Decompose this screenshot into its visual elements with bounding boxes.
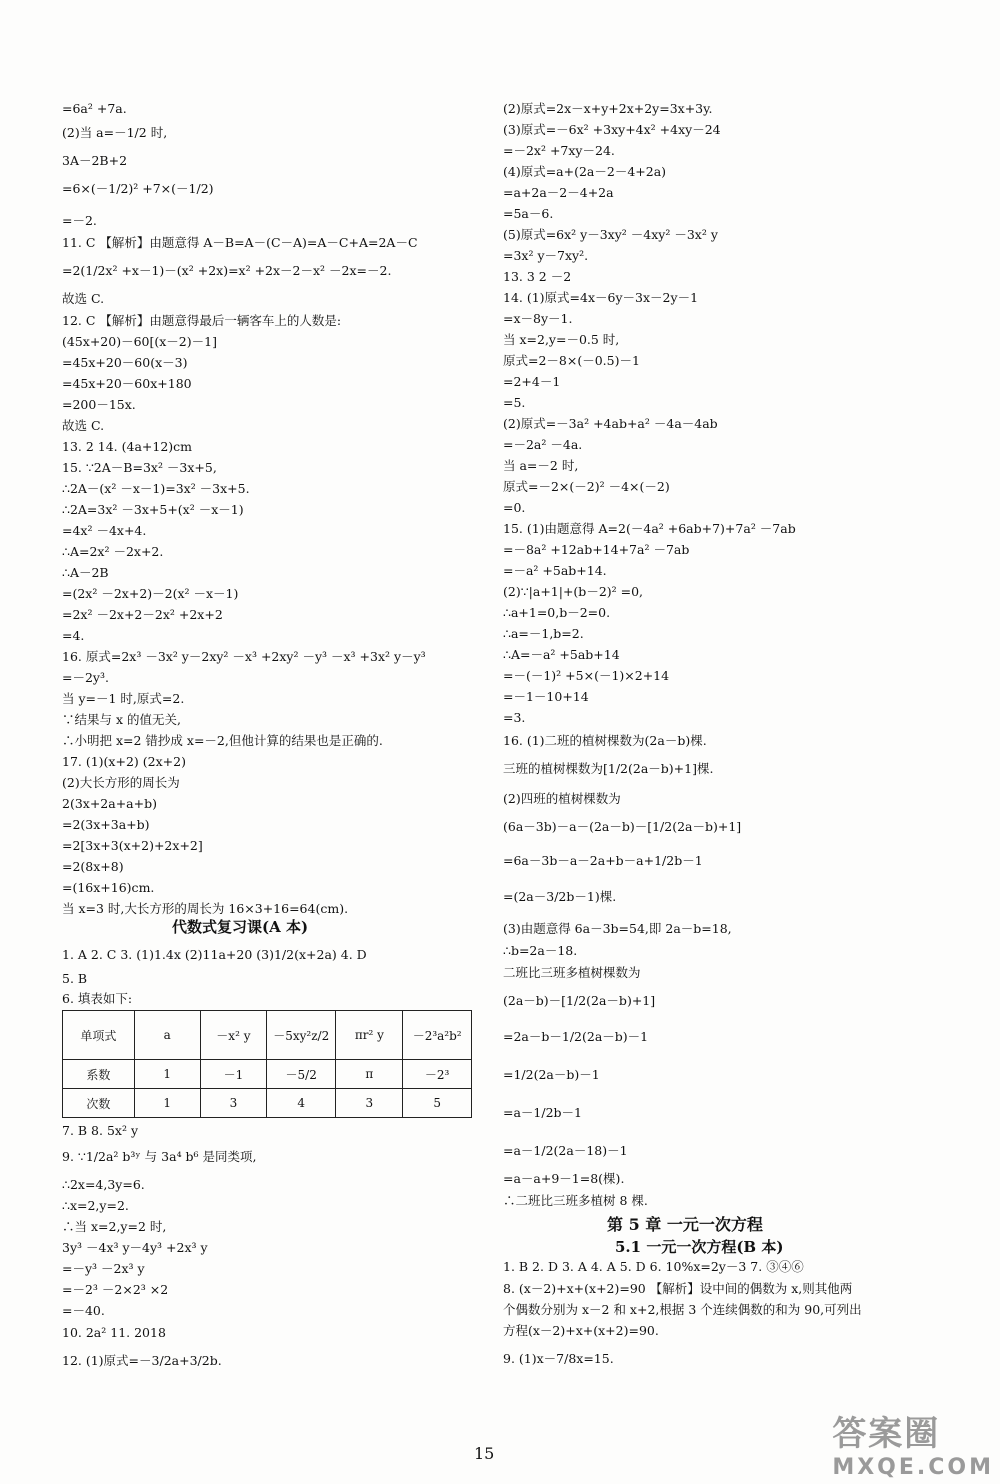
table-row [63, 1060, 472, 1089]
table-cell: 3 [336, 1089, 403, 1118]
answer-line: 5. B [62, 971, 88, 986]
table-cell: a [134, 1011, 200, 1060]
answer-line: 原式=－2×(－2)² －4×(－2) [503, 479, 670, 494]
answer-line: =－8a² +12ab+14+7a² －7ab [503, 542, 690, 557]
table-row [63, 1089, 472, 1118]
answer-line: =(2x² －2x+2)－2(x² －x－1) [62, 586, 239, 601]
answer-line: =－2. [62, 213, 97, 228]
table-cell: π [336, 1060, 403, 1089]
answer-line: 故选 C. [62, 291, 105, 306]
answer-line: =－a² +5ab+14. [503, 563, 607, 578]
answer-line: ∴2x=4,3y=6. [62, 1177, 145, 1192]
answer-line: =a－1/2(2a－18)－1 [503, 1143, 628, 1158]
answer-line: 14. (1)原式=4x－6y－3x－2y－1 [503, 290, 699, 305]
answer-line: =2x² －2x+2－2x² +2x+2 [62, 607, 223, 622]
answer-line: ∴2A=3x² －3x+5+(x² －x－1) [62, 502, 244, 517]
watermark-text: 答案圈 [832, 1414, 941, 1454]
answer-line: 10. 2a² 11. 2018 [62, 1325, 166, 1340]
answer-line: 二班比三班多植树棵数为 [503, 965, 641, 980]
answer-line: 9. ∵1/2a² b³ʸ 与 3a⁴ b⁶ 是同类项, [62, 1149, 257, 1164]
answer-line: =－1－10+14 [503, 689, 589, 704]
answer-line: =3x² y－7xy². [503, 248, 589, 263]
answer-line: (4)原式=a+(2a－2－4+2a) [503, 164, 667, 179]
answer-line: 当 x=2,y=－0.5 时, [503, 332, 620, 347]
table-cell: －x² y [200, 1011, 266, 1060]
answer-line: 13. 3 2 －2 [503, 269, 572, 284]
answer-line: ∴x=2,y=2. [62, 1198, 129, 1213]
answer-line: 7. B 8. 5x² y [62, 1123, 139, 1138]
answer-line: 9. (1)x－7/8x=15. [503, 1351, 614, 1366]
section-heading: 代数式复习课(A 本) [172, 918, 309, 936]
answer-line: =2[3x+3(x+2)+2x+2] [62, 838, 203, 853]
answer-line: 1. B 2. D 3. A 4. A 5. D 6. 10%x=2y－3 7. ③④⑥ [503, 1259, 804, 1274]
answer-line: (2)原式=2x－x+y+2x+2y=3x+3y. [503, 101, 713, 116]
answer-line: ∴当 x=2,y=2 时, [62, 1219, 167, 1234]
table-cell: 1 [134, 1089, 200, 1118]
answer-line: =2a－b－1/2(2a－b)－1 [503, 1029, 649, 1044]
table-cell: 1 [134, 1060, 200, 1089]
answer-line: ∴A=－a² +5ab+14 [503, 647, 620, 662]
answer-line: (2)原式=－3a² +4ab+a² －4a－4ab [503, 416, 718, 431]
answer-line: (2)当 a=－1/2 时, [62, 125, 168, 140]
watermark-logo [832, 1406, 994, 1480]
table-cell: －1 [200, 1060, 266, 1089]
answer-line: (3)原式=－6x² +3xy+4x² +4xy－24 [503, 122, 721, 137]
answer-line: =3. [503, 710, 526, 725]
answer-line: ∴b=2a－18. [503, 943, 578, 958]
answer-line: =(16x+16)cm. [62, 880, 155, 895]
table-cell: 系数 [63, 1060, 135, 1089]
answer-line: =6a² +7a. [62, 101, 127, 116]
watermark-url: MXQE.COM [832, 1455, 994, 1480]
answer-line: 13. 2 14. (4a+12)cm [62, 439, 193, 454]
table-cell: πr² y [336, 1011, 403, 1060]
answer-line: 16. 原式=2x³ －3x² y－2xy² －x³ +2xy² －y³ －x³ +3x² y－y³ [62, 649, 426, 664]
table-cell: 5 [403, 1089, 472, 1118]
answer-line: (5)原式=6x² y－3xy² －4xy² －3x² y [503, 227, 718, 242]
answer-line: (2a－b)－[1/2(2a－b)+1] [503, 993, 656, 1008]
table-cell: 4 [267, 1089, 336, 1118]
section-heading: 第 5 章 一元一次方程 [607, 1215, 763, 1234]
answer-line: ∴a=－1,b=2. [503, 626, 584, 641]
answer-line: ∴二班比三班多植树 8 棵. [503, 1193, 648, 1208]
answer-line: ∵结果与 x 的值无关, [62, 712, 181, 727]
answer-line: 2(3x+2a+a+b) [62, 796, 157, 811]
answer-line: ∴a+1=0,b－2=0. [503, 605, 611, 620]
answer-line: =4x² －4x+4. [62, 523, 147, 538]
answer-line: =－2³ －2×2³ ×2 [62, 1282, 169, 1297]
answer-line: =2+4－1 [503, 374, 561, 389]
answer-line: (2)∵|a+1|+(b－2)² =0, [503, 584, 644, 599]
table-cell: －5xy²z/2 [267, 1011, 336, 1060]
monomial-table [62, 1010, 472, 1118]
answer-line: 6. 填表如下: [62, 991, 133, 1006]
answer-line: =2(1/2x² +x－1)－(x² +2x)=x² +2x－2－x² －2x=－2. [62, 263, 392, 278]
answer-line: =－y³ －2x³ y [62, 1261, 145, 1276]
answer-line: (3)由题意得 6a－3b=54,即 2a－b=18, [503, 921, 732, 936]
answer-line: 当 x=3 时,大长方形的周长为 16×3+16=64(cm). [62, 901, 349, 916]
answer-line: =4. [62, 628, 85, 643]
answer-line: ∴2A－(x² －x－1)=3x² －3x+5. [62, 481, 250, 496]
answer-line: =a－a+9－1=8(棵). [503, 1171, 625, 1186]
answer-line: ∴A－2B [62, 565, 109, 580]
answer-line: 原式=2－8×(－0.5)－1 [503, 353, 640, 368]
answer-line: =1/2(2a－b)－1 [503, 1067, 600, 1082]
answer-line: =5a－6. [503, 206, 554, 221]
answer-line: =45x+20－60x+180 [62, 376, 192, 391]
table-cell: －2³ [403, 1060, 472, 1089]
answer-line: (2)四班的植树棵数为 [503, 791, 621, 806]
table-cell: －2³a²b² [403, 1011, 472, 1060]
answer-line: =－2a² －4a. [503, 437, 583, 452]
answer-line: 个偶数分别为 x－2 和 x+2,根据 3 个连续偶数的和为 90,可列出 [503, 1302, 862, 1317]
answer-line: 15. (1)由题意得 A=2(－4a² +6ab+7)+7a² －7ab [503, 521, 796, 536]
answer-line: (2)大长方形的周长为 [62, 775, 180, 790]
answer-line: 12. (1)原式=－3/2a+3/2b. [62, 1353, 222, 1368]
answer-line: 1. A 2. C 3. (1)1.4x (2)11a+20 (3)1/2(x+2a) 4. D [62, 947, 367, 962]
answer-line: =a+2a－2－4+2a [503, 185, 614, 200]
answer-line: =－2y³. [62, 670, 109, 685]
table-row [63, 1011, 472, 1060]
answer-line: 当 y=－1 时,原式=2. [62, 691, 185, 706]
answer-line: =6×(－1/2)² +7×(－1/2) [62, 181, 214, 196]
answer-line: =2(8x+8) [62, 859, 124, 874]
answer-line: 11. C 【解析】由题意得 A－B=A－(C－A)=A－C+A=2A－C [62, 235, 418, 250]
answer-line: 17. (1)(x+2) (2x+2) [62, 754, 186, 769]
answer-line: 当 a=－2 时, [503, 458, 579, 473]
answer-line: 三班的植树棵数为[1/2(2a－b)+1]棵. [503, 761, 714, 776]
answer-line: 16. (1)二班的植树棵数为(2a－b)棵. [503, 733, 707, 748]
answer-line: (45x+20)－60[(x－2)－1] [62, 334, 217, 349]
answer-line: ∴A=2x² －2x+2. [62, 544, 164, 559]
answer-line: =x－8y－1. [503, 311, 573, 326]
answer-line: =200－15x. [62, 397, 136, 412]
table-cell: 3 [200, 1089, 266, 1118]
answer-line: =(2a－3/2b－1)棵. [503, 889, 617, 904]
answer-line: 15. ∵2A－B=3x² －3x+5, [62, 460, 217, 475]
answer-line: 3A－2B+2 [62, 153, 128, 168]
answer-line: 3y³ －4x³ y－4y³ +2x³ y [62, 1240, 208, 1255]
table-cell: 单项式 [63, 1011, 135, 1060]
answer-line: 12. C 【解析】由题意得最后一辆客车上的人数是: [62, 313, 342, 328]
table-cell: 次数 [63, 1089, 135, 1118]
answer-line: =a－1/2b－1 [503, 1105, 582, 1120]
answer-line: ∴小明把 x=2 错抄成 x=－2,但他计算的结果也是正确的. [62, 733, 383, 748]
answer-line: =2(3x+3a+b) [62, 817, 150, 832]
answer-line: =0. [503, 500, 526, 515]
section-heading: 5.1 一元一次方程(B 本) [615, 1238, 784, 1256]
answer-line: =－2x² +7xy－24. [503, 143, 615, 158]
answer-line: 方程(x－2)+x+(x+2)=90. [503, 1323, 659, 1338]
answer-line: (6a－3b)－a－(2a－b)－[1/2(2a－b)+1] [503, 819, 742, 834]
answer-line: =－(－1)² +5×(－1)×2+14 [503, 668, 670, 683]
page-number: 15 [474, 1444, 495, 1463]
answer-line: 故选 C. [62, 418, 105, 433]
answer-line: =6a－3b－a－2a+b－a+1/2b－1 [503, 853, 703, 868]
answer-line: 8. (x－2)+x+(x+2)=90 【解析】设中间的偶数为 x,则其他两 [503, 1281, 853, 1296]
answer-line: =45x+20－60(x－3) [62, 355, 188, 370]
table-cell: －5/2 [267, 1060, 336, 1089]
answer-line: =5. [503, 395, 526, 410]
answer-line: =－40. [62, 1303, 105, 1318]
